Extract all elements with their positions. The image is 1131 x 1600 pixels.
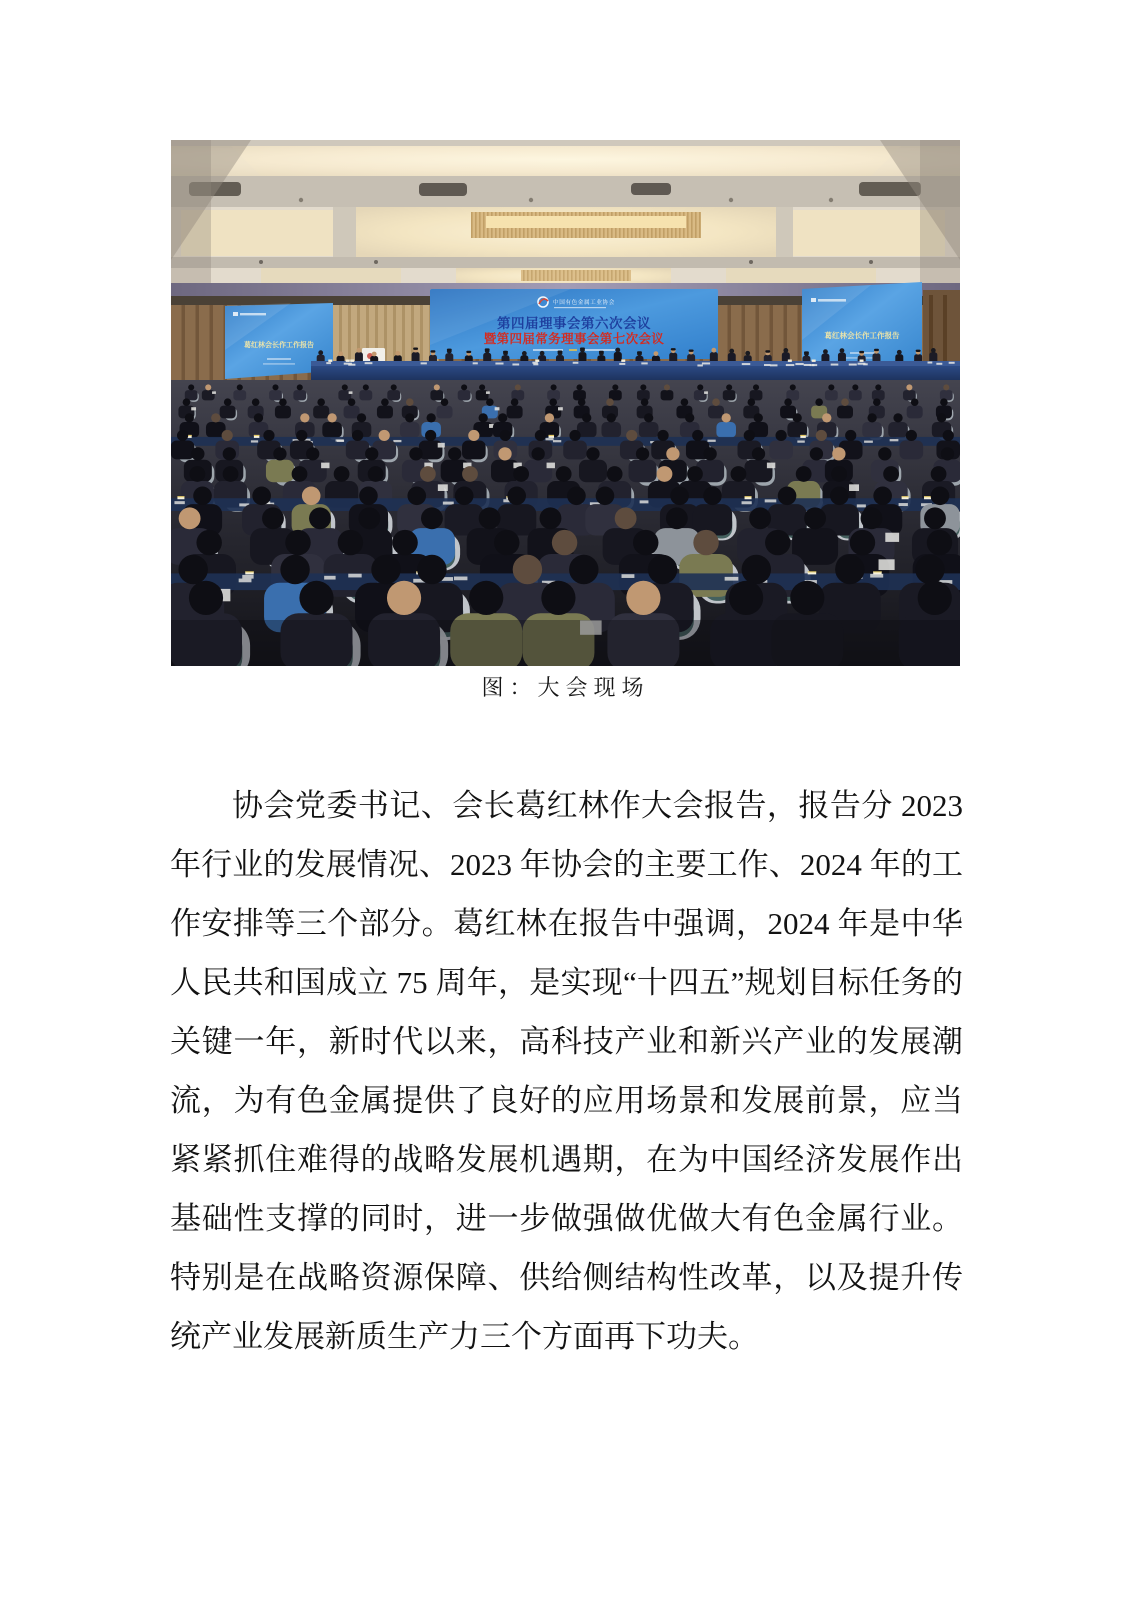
vignette: [171, 620, 960, 666]
article-paragraph: 协会党委书记、会长葛红林作大会报告，报告分 2023 年行业的发展情况、2023 年协会的主要工作、2024 年的工作安排等三个部分。葛红林在报告中强调，2024 年是中华人民共和国成立 75 周年，是实现“十四五”规划目标任务的关键一年，新时代以来，高科技产业和新兴产业的发展潮流，为有色金属提供了良好的应用场景和发展前景，应当紧紧抓住难得的战略发展机遇期，在为中国经济发展作出基础性支撑的同时，进一步做强做优做大有色金属行业。特别是在战略资源保障、供给侧结构性改革，以及提升传统产业发展新质生产力三个方面再下功夫。: [170, 788, 963, 1354]
side-screen-right-title: 葛红林会长作工作报告: [824, 331, 900, 340]
main-screen-title-line2: 暨第四届常务理事会第七次会议: [483, 332, 665, 346]
side-screen-left-title: 葛红林会长作工作报告: [244, 342, 314, 349]
conference-photo: [171, 140, 960, 666]
conference-photo-art: [171, 140, 960, 666]
ceiling: [171, 140, 960, 300]
photo-caption: 图：大会现场: [481, 675, 650, 700]
main-screen-title-line1: 第四届理事会第六次会议: [497, 316, 651, 331]
association-logo-text: 中国有色金属工业协会: [553, 300, 615, 306]
